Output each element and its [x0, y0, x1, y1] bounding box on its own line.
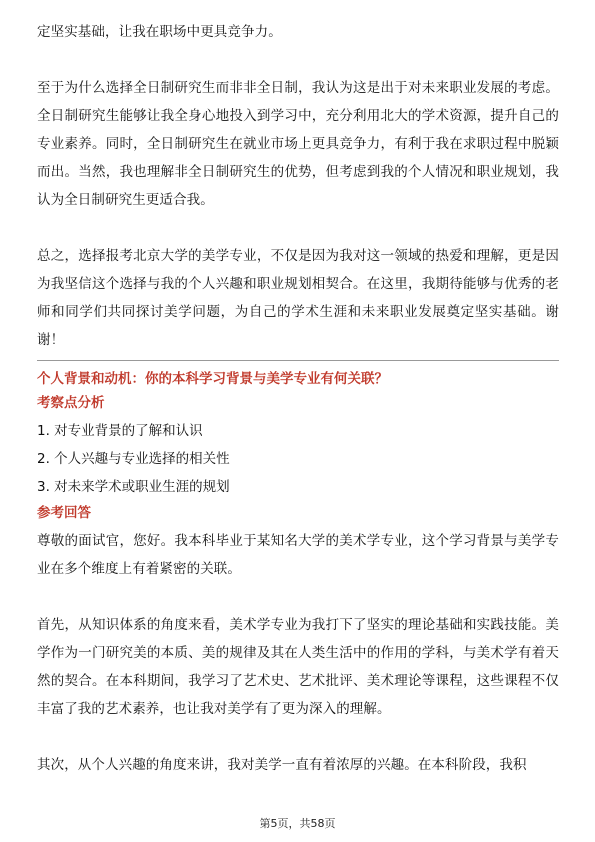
paragraph: 定坚实基础，让我在职场中更具竞争力。: [37, 24, 282, 40]
paragraph: 总之，选择报考北京大学的美学专业，不仅是因为我对这一领域的热爱和理解，更是因为我坚信这个选择与我的个人兴趣和职业规划相契合。在这里，我期待能够与优秀的老师和同学们共同探讨美学问题，为自己的学术生涯和未来职业发展奠定坚实基础。谢谢！: [37, 248, 559, 348]
answer-paragraph: 首先，从知识体系的角度来看，美术学专业为我打下了坚实的理论基础和实践技能。美学作为一门研究美的本质、美的规律及其在人类生活中的作用的学科，与美术学有着天然的契合。在本科期间，我学习了艺术史、艺术批评、美术理论等课程，这些课程不仅丰富了我的艺术素养，也让我对美学有了更为深入的理解。: [37, 617, 559, 717]
analysis-title: 考察点分析: [37, 395, 105, 411]
section-divider: [37, 360, 559, 361]
analysis-point: 1. 对专业背景的了解和认识: [37, 423, 203, 439]
page-content: [37, 18, 559, 779]
page-footer: 第5页，共58页: [259, 817, 336, 830]
analysis-point: 3. 对未来学术或职业生涯的规划: [37, 479, 230, 495]
question-title: 个人背景和动机：你的本科学习背景与美学专业有何关联？: [37, 371, 388, 387]
answer-title: 参考回答: [37, 505, 91, 521]
answer-paragraph: 其次，从个人兴趣的角度来讲，我对美学一直有着浓厚的兴趣。在本科阶段，我积: [37, 757, 527, 773]
paragraph-spacer: [37, 583, 559, 611]
paragraph: 至于为什么选择全日制研究生而非非全日制，我认为这是出于对未来职业发展的考虑。全日制研究生能够让我全身心地投入到学习中，充分利用北大的学术资源，提升自己的专业素养。同时，全日制研究生在就业市场上更具竞争力，有利于我在求职过程中脱颖而出。当然，我也理解非全日制研究生的优势，但考虑到我的个人情况和职业规划，我认为全日制研究生更适合我。: [37, 80, 559, 208]
paragraph-spacer: [37, 214, 559, 242]
paragraph-spacer: [37, 46, 559, 74]
answer-paragraph: 尊敬的面试官，您好。我本科毕业于某知名大学的美术学专业，这个学习背景与美学专业在多个维度上有着紧密的关联。: [37, 533, 559, 577]
paragraph-spacer: [37, 723, 559, 751]
analysis-point: 2. 个人兴趣与专业选择的相关性: [37, 451, 230, 467]
